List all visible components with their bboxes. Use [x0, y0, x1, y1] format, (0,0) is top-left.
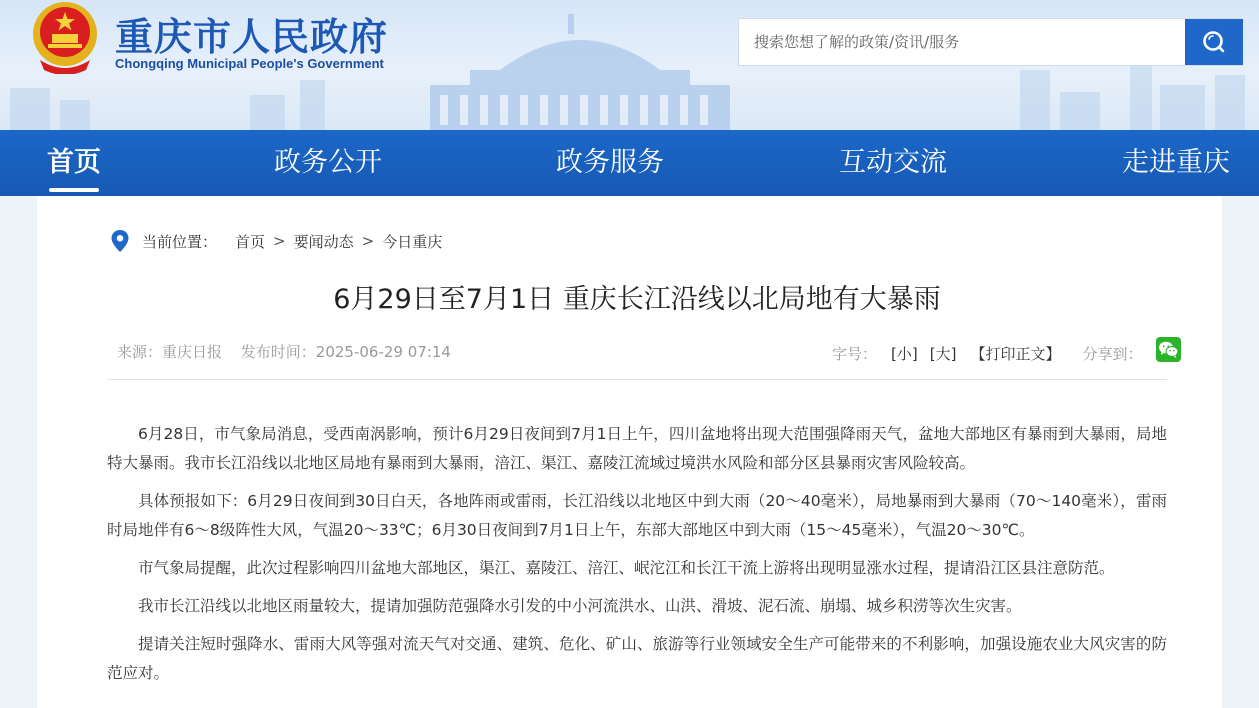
meta-divider	[107, 379, 1167, 380]
breadcrumb-separator: >	[361, 232, 375, 250]
breadcrumb-news[interactable]: 要闻动态	[293, 232, 354, 251]
search-input[interactable]	[739, 19, 1185, 65]
article-meta	[117, 341, 465, 362]
search-icon	[1201, 29, 1227, 55]
site-subtitle: Chongqing Municipal People's Government	[115, 56, 384, 71]
nav-item-government-services[interactable]: 政务服务	[556, 147, 664, 178]
article-source: 来源：重庆日报	[117, 343, 223, 361]
font-size-label: 字号：	[832, 345, 878, 363]
main-nav	[0, 130, 1259, 196]
wechat-icon	[1158, 340, 1179, 359]
article-paragraph: 具体预报如下：6月29日夜间到30日白天，各地阵雨或雷雨，长江沿线以北地区中到大雨（20～40毫米），局地暴雨到大暴雨（70～140毫米），雷雨时局地伴有6～8级阵性大风，气温20～33℃；6月30日夜间到7月1日上午，东部大部地区中到大雨（15～45毫米），气温20～30℃。	[107, 492, 1167, 539]
print-button[interactable]: 【打印正文】	[970, 345, 1061, 363]
breadcrumb-label: 当前位置：	[142, 232, 218, 251]
article-paragraph: 6月28日，市气象局消息，受西南涡影响，预计6月29日夜间到7月1日上午，四川盆地将出现大范围强降雨天气，盆地大部地区有暴雨到大暴雨，局地特大暴雨。我市长江沿线以北地区局地有暴雨到大暴雨，涪江、渠江、嘉陵江流域过境洪水风险和部分区县暴雨灾害风险较高。	[107, 425, 1167, 472]
article-publish-time: 发布时间：2025-06-29 07:14	[240, 343, 451, 361]
article-paragraph: 市气象局提醒，此次过程影响四川盆地大部地区，渠江、嘉陵江、涪江、岷沱江和长江干流上游将出现明显涨水过程，提请沿江区县注意防范。	[138, 559, 1115, 577]
font-small-button[interactable]: [小]	[891, 345, 918, 363]
article-body	[107, 420, 1167, 697]
article-title: 6月29日至7月1日 重庆长江沿线以北局地有大暴雨	[333, 284, 941, 315]
breadcrumb-today-chongqing[interactable]: 今日重庆	[382, 232, 443, 251]
nav-item-interaction[interactable]: 互动交流	[839, 147, 947, 178]
site-title: 重庆市人民政府	[115, 15, 389, 59]
article-paragraph: 我市长江沿线以北地区雨量较大，提请加强防范强降水引发的中小河流洪水、山洪、滑坡、泥石流、崩塌、城乡积涝等次生灾害。	[138, 597, 1022, 615]
wechat-share-button[interactable]	[1156, 337, 1181, 362]
location-pin-icon	[110, 229, 130, 253]
search-box	[738, 18, 1243, 66]
font-large-button[interactable]: [大]	[929, 345, 957, 363]
breadcrumb	[110, 229, 442, 253]
national-emblem-icon	[26, 0, 104, 74]
breadcrumb-separator: >	[273, 232, 286, 250]
share-label: 分享到：	[1082, 345, 1143, 363]
breadcrumb-home[interactable]: 首页	[235, 232, 266, 251]
nav-item-about-chongqing[interactable]: 走进重庆	[1122, 147, 1230, 178]
site-header	[0, 0, 1259, 130]
search-button[interactable]	[1185, 19, 1243, 65]
article-paragraph: 提请关注短时强降水、雷雨大风等强对流天气对交通、建筑、危化、矿山、旅游等行业领域安全生产可能带来的不利影响，加强设施农业大风灾害的防范应对。	[107, 635, 1167, 682]
article-tools	[832, 341, 1181, 366]
nav-item-government-affairs[interactable]: 政务公开	[274, 147, 382, 178]
nav-item-home[interactable]: 首页	[47, 130, 101, 196]
